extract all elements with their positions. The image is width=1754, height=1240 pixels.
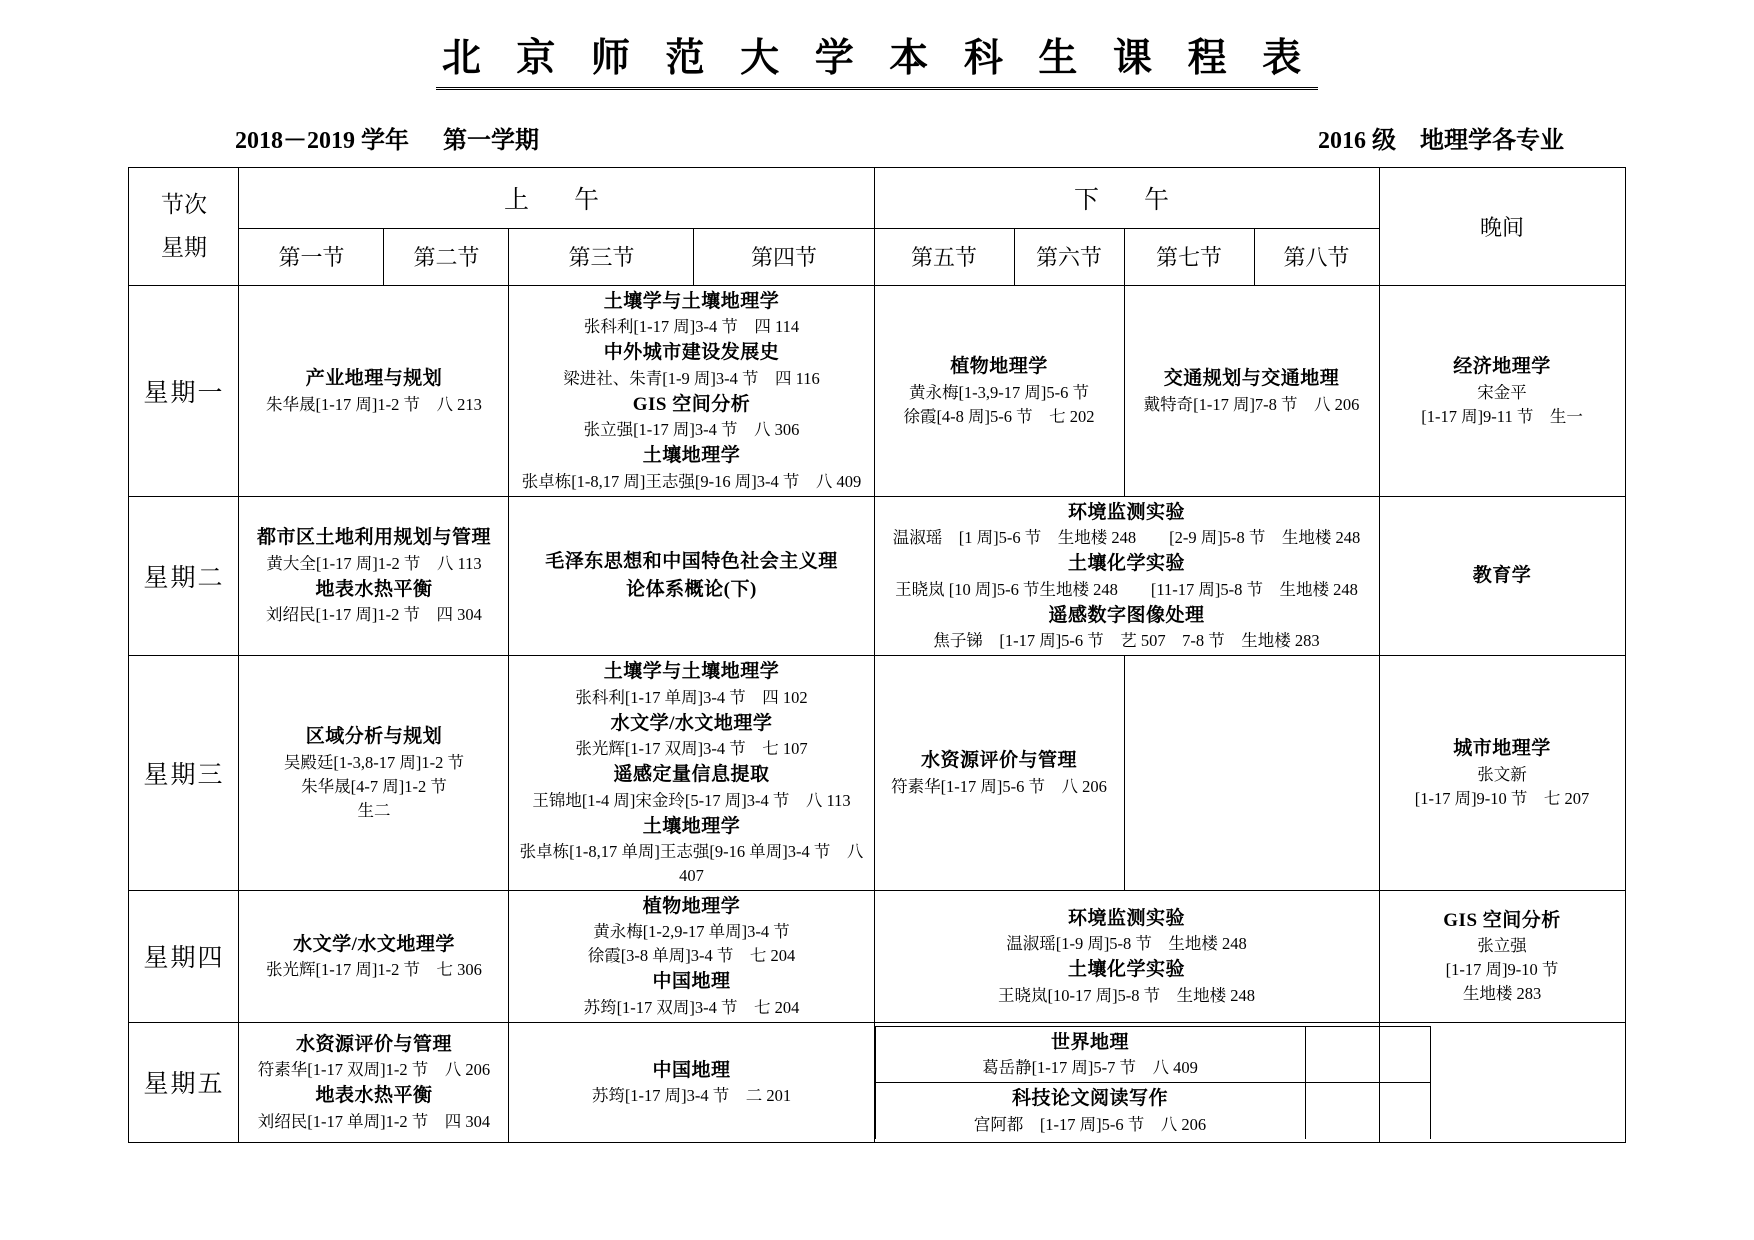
section-header-morning: 上 午: [239, 167, 874, 228]
course-name: 教育学: [1472, 565, 1532, 587]
course-info: 刘绍民[1-17 周]1-2 节 四 304: [266, 605, 482, 625]
course-name: 水文学/水文地理学: [610, 712, 773, 734]
course-info: 张立强[1-17 周]3-4 节 八 306: [583, 420, 800, 440]
cell-thursday-p3-4[interactable]: [509, 890, 874, 1022]
period-header-6: 第六节: [1014, 228, 1124, 285]
friday-afternoon-row-2: [875, 1083, 1430, 1139]
section-header-afternoon: 下 午: [874, 167, 1379, 228]
course-info: 黄永梅[1-3,9-17 周]5-6 节: [908, 382, 1090, 402]
course-info: [1-17 周]9-10 节 七 207: [1414, 788, 1590, 808]
course-info: 宋金平: [1477, 382, 1527, 402]
course-name: 环境监测实验: [1068, 501, 1186, 523]
corner-label-session: 节次: [160, 191, 207, 217]
course-info: 王晓岚[10-17 周]5-8 节 生地楼 248: [997, 985, 1256, 1005]
course-info: 张光辉[1-17 双周]3-4 节 七 107: [575, 739, 808, 759]
course-info: 张立强: [1477, 936, 1527, 956]
term-info: [235, 120, 539, 155]
course-name: 科技论文阅读写作: [1011, 1088, 1168, 1110]
course-info: 朱华晟[4-7 周]1-2 节: [301, 776, 447, 796]
course-info: 徐霞[3-8 单周]3-4 节 七 204: [587, 946, 796, 966]
course-info: [1-17 周]9-11 节 生一: [1421, 406, 1583, 426]
course-name: 都市区土地利用规划与管理: [256, 527, 491, 549]
day-label-friday: 星期五: [129, 1022, 239, 1142]
course-info: 苏筠[1-17 双周]3-4 节 七 204: [583, 997, 800, 1017]
cell-monday-p5-6[interactable]: [874, 285, 1124, 496]
course-name: 土壤学与土壤地理学: [603, 661, 780, 683]
course-name: 地表水热平衡: [315, 1085, 433, 1107]
cell-wednesday-evening[interactable]: [1379, 656, 1625, 891]
cell-wednesday-p3-4[interactable]: [509, 656, 874, 891]
course-name: 中国地理: [652, 1059, 731, 1081]
course-info: 梁进社、朱青[1-9 周]3-4 节 四 116: [563, 368, 820, 388]
day-label-tuesday: 星期二: [129, 496, 239, 655]
course-info: 张卓栋[1-8,17 周]王志强[9-16 周]3-4 节 八 409: [521, 471, 862, 491]
section-header-evening: 晚间: [1379, 167, 1625, 285]
course-name: 遥感数字图像处理: [1048, 604, 1205, 626]
course-info: 黄大全[1-17 周]1-2 节 八 113: [266, 554, 482, 573]
cell-friday-evening[interactable]: [1379, 1022, 1625, 1142]
course-name: GIS 空间分析: [632, 393, 751, 415]
course-info: 徐霞[4-8 周]5-6 节 七 202: [903, 406, 1095, 426]
period-header-3: 第三节: [509, 228, 694, 285]
cell-friday-p5-7[interactable]: [875, 1026, 1305, 1082]
title-area: [0, 0, 1754, 90]
cell-tuesday-p1-2[interactable]: [239, 496, 509, 655]
course-name: 经济地理学: [1453, 356, 1551, 378]
class-info: [1318, 120, 1564, 155]
table-row-thursday: [129, 890, 1625, 1022]
course-info: 张科利[1-17 周]3-4 节 四 114: [583, 317, 800, 337]
course-name: 城市地理学: [1453, 738, 1551, 760]
course-info: 张文新: [1477, 764, 1527, 784]
header-row-sections: [129, 167, 1625, 228]
course-info: 吴殿廷[1-3,8-17 周]1-2 节: [283, 752, 465, 772]
course-info: 张光辉[1-17 周]1-2 节 七 306: [266, 960, 482, 980]
cell-wednesday-p1-2[interactable]: [239, 656, 509, 891]
cell-wednesday-p5-6[interactable]: [874, 656, 1124, 891]
course-name: 土壤地理学: [642, 815, 741, 837]
course-name: 中外城市建设发展史: [603, 342, 780, 364]
subtitle-row: [235, 120, 1564, 155]
course-info: 刘绍民[1-17 单周]1-2 节 四 304: [257, 1111, 491, 1131]
course-name: 遥感定量信息提取: [613, 764, 770, 786]
course-name: 交通规划与交通地理: [1163, 368, 1340, 390]
semester: 第一学期: [443, 127, 539, 154]
course-info: 符素华[1-17 双周]1-2 节 八 206: [257, 1060, 491, 1080]
course-name: 植物地理学: [642, 895, 741, 917]
course-name: 植物地理学: [950, 356, 1048, 378]
cell-thursday-p1-2[interactable]: [239, 890, 509, 1022]
cell-thursday-evening[interactable]: [1379, 890, 1625, 1022]
cell-friday-afternoon-group: [874, 1022, 1379, 1142]
period-header-8: 第八节: [1254, 228, 1379, 285]
period-header-4: 第四节: [694, 228, 874, 285]
course-name: 土壤地理学: [642, 445, 741, 467]
course-name: 论体系概论(下): [626, 578, 757, 600]
course-name: GIS 空间分析: [1443, 909, 1561, 931]
course-name: 土壤化学实验: [1068, 959, 1186, 981]
corner-header: [129, 167, 239, 285]
course-name: 地表水热平衡: [315, 578, 433, 600]
period-header-1: 第一节: [239, 228, 384, 285]
cell-tuesday-evening[interactable]: [1379, 496, 1625, 655]
day-label-thursday: 星期四: [129, 890, 239, 1022]
period-header-2: 第二节: [384, 228, 509, 285]
course-name: 水资源评价与管理: [295, 1033, 452, 1055]
course-info: 温淑瑶 [1 周]5-6 节 生地楼 248 [2-9 周]5-8 节 生地楼 248: [892, 528, 1361, 548]
day-label-wednesday: 星期三: [129, 656, 239, 891]
course-info: 葛岳静[1-17 周]5-7 节 八 409: [982, 1058, 1198, 1078]
friday-afternoon-subtable: [875, 1026, 1431, 1139]
course-info: 王锦地[1-4 周]宋金玲[5-17 周]3-4 节 八 113: [532, 790, 851, 810]
course-info: 黄永梅[1-2,9-17 单周]3-4 节: [593, 922, 790, 942]
cell-monday-p1-2[interactable]: [239, 285, 509, 496]
period-header-7: 第七节: [1124, 228, 1254, 285]
course-name: 水资源评价与管理: [920, 750, 1077, 772]
course-name: 产业地理与规划: [305, 368, 443, 390]
course-info: 焦子锑 [1-17 周]5-6 节 艺 507 7-8 节 生地楼 283: [933, 631, 1320, 651]
cell-tuesday-p5-8[interactable]: [874, 496, 1379, 655]
cell-monday-p3-4[interactable]: [509, 285, 874, 496]
table-row-wednesday: [129, 656, 1625, 891]
course-info: 王晓岚 [10 周]5-6 节生地楼 248 [11-17 周]5-8 节 生地楼 248: [895, 579, 1358, 599]
cell-wednesday-p7-8[interactable]: [1124, 656, 1379, 891]
period-header-5: 第五节: [874, 228, 1014, 285]
course-info: 朱华晟[1-17 周]1-2 节 八 213: [266, 394, 482, 414]
friday-afternoon-row-1: [875, 1026, 1430, 1082]
course-info: 戴特奇[1-17 周]7-8 节 八 206: [1143, 394, 1360, 414]
course-info: 张科利[1-17 单周]3-4 节 四 102: [575, 687, 808, 707]
cell-friday-p1-2[interactable]: [239, 1022, 509, 1142]
grade: 2016 级: [1318, 127, 1396, 154]
cell-monday-p7-8[interactable]: [1124, 285, 1379, 496]
course-info: 温淑瑶[1-9 周]5-8 节 生地楼 248: [1006, 934, 1247, 954]
course-info: 生地楼 283: [1462, 984, 1542, 1004]
course-info: 符素华[1-17 周]5-6 节 八 206: [891, 776, 1107, 796]
course-name: 水文学/水文地理学: [293, 933, 455, 955]
cell-monday-evening[interactable]: [1379, 285, 1625, 496]
course-name: 毛泽东思想和中国特色社会主义理: [545, 551, 838, 573]
schedule-table: [128, 167, 1625, 1143]
table-row-monday: [129, 285, 1625, 496]
cell-tuesday-p3-4[interactable]: [509, 496, 874, 655]
cell-thursday-p5-8[interactable]: [874, 890, 1379, 1022]
table-row-tuesday: [129, 496, 1625, 655]
course-name: 世界地理: [1050, 1031, 1129, 1053]
academic-year: 2018－2019 学年: [235, 127, 409, 154]
course-name: 中国地理: [652, 971, 731, 993]
course-info: [1-17 周]9-10 节: [1445, 960, 1559, 980]
major: 地理学各专业: [1420, 127, 1564, 154]
course-info: 张卓栋[1-8,17 单周]王志强[9-16 单周]3-4 节 八 407: [519, 842, 864, 885]
course-name: 土壤学与土壤地理学: [603, 290, 780, 312]
course-name: 区域分析与规划: [305, 726, 443, 748]
cell-friday-p3-4[interactable]: [509, 1022, 874, 1142]
corner-label-weekday: 星期: [160, 235, 207, 261]
page-title: 北 京 师 范 大 学 本 科 生 课 程 表: [436, 36, 1318, 90]
table-row-friday: [129, 1022, 1625, 1142]
course-info: 苏筠[1-17 周]3-4 节 二 201: [591, 1086, 792, 1106]
day-label-monday: 星期一: [129, 285, 239, 496]
course-name: 土壤化学实验: [1068, 553, 1186, 575]
course-info: 生二: [357, 800, 391, 820]
cell-friday-p5-6[interactable]: [875, 1083, 1305, 1139]
course-info: 宫阿都 [1-17 周]5-6 节 八 206: [973, 1114, 1207, 1134]
course-name: 环境监测实验: [1068, 907, 1186, 929]
